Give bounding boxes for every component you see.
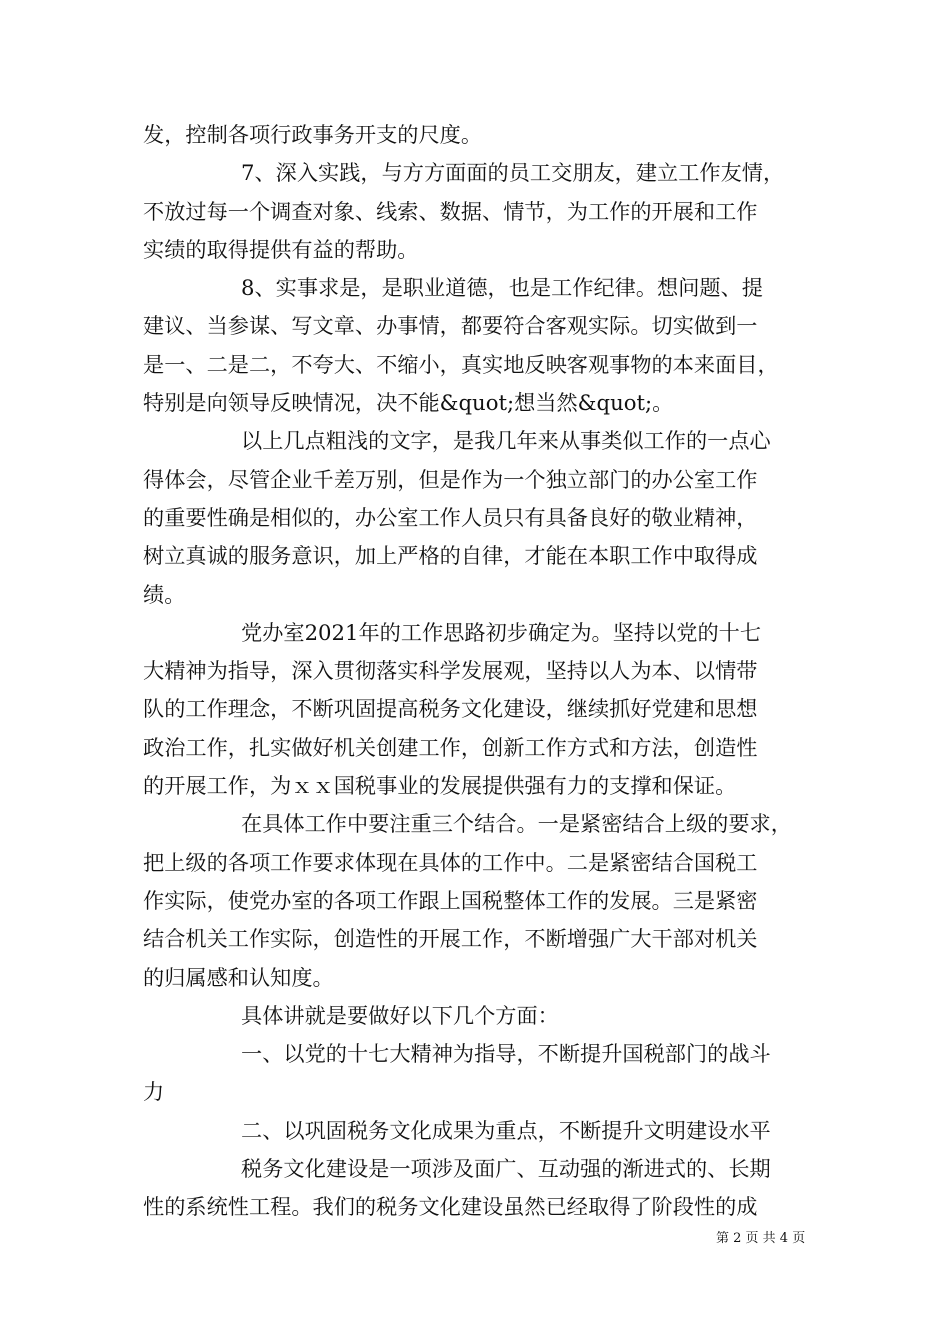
text-line: 作实际，使党办室的各项工作跟上国税整体工作的发展。三是紧密 bbox=[143, 887, 758, 913]
text-line: 具体讲就是要做好以下几个方面： bbox=[241, 1002, 559, 1028]
text-line: 的归属感和认知度。 bbox=[143, 964, 334, 990]
text-line: 性的系统性工程。我们的税务文化建设虽然已经取得了阶段性的成 bbox=[143, 1194, 758, 1220]
text-line: 力 bbox=[143, 1079, 165, 1105]
text-line: 树立真诚的服务意识，加上严格的自律，才能在本职工作中取得成 bbox=[143, 543, 758, 569]
text-line: 把上级的各项工作要求体现在具体的工作中。二是紧密结合国税工 bbox=[143, 849, 758, 875]
text-line: 是一、二是二，不夸大、不缩小，真实地反映客观事物的本来面目， bbox=[143, 351, 779, 377]
text-line: 一、以党的十七大精神为指导，不断提升国税部门的战斗 bbox=[241, 1041, 771, 1067]
text-line: 建议、当参谋、写文章、办事情，都要符合客观实际。切实做到一 bbox=[143, 313, 758, 339]
text-line: 实绩的取得提供有益的帮助。 bbox=[143, 236, 419, 262]
text-line: 不放过每一个调查对象、线索、数据、情节，为工作的开展和工作 bbox=[143, 198, 758, 224]
text-line: 税务文化建设是一项涉及面广、互动强的渐进式的、长期 bbox=[241, 1156, 771, 1182]
text-line: 党办室2021年的工作思路初步确定为。坚持以党的十七 bbox=[241, 619, 762, 645]
text-line: 7、深入实践，与方方面面的员工交朋友，建立工作友情， bbox=[241, 160, 785, 186]
text-line: 结合机关工作实际，创造性的开展工作，不断增强广大干部对机关 bbox=[143, 926, 758, 952]
text-line: 政治工作，扎实做好机关创建工作，创新工作方式和方法，创造性 bbox=[143, 734, 758, 760]
text-line: 以上几点粗浅的文字，是我几年来从事类似工作的一点心 bbox=[241, 428, 771, 454]
page-footer: 第 2 页 共 4 页 bbox=[716, 1231, 806, 1246]
text-line: 绩。 bbox=[143, 581, 186, 607]
body-text bbox=[143, 116, 808, 1227]
text-line: 发，控制各项行政事务开支的尺度。 bbox=[143, 122, 483, 147]
text-line: 在具体工作中要注重三个结合。一是紧密结合上级的要求， bbox=[241, 811, 792, 837]
text-line: 得体会，尽管企业千差万别，但是作为一个独立部门的办公室工作 bbox=[143, 466, 758, 492]
text-line: 8、实事求是，是职业道德，也是工作纪律。想问题、提 bbox=[241, 275, 763, 301]
text-line: 大精神为指导，深入贯彻落实科学发展观，坚持以人为本、以情带 bbox=[143, 658, 758, 684]
text-line: 的重要性确是相似的，办公室工作人员只有具备良好的敬业精神， bbox=[143, 504, 758, 530]
text-line: 二、以巩固税务文化成果为重点，不断提升文明建设水平 bbox=[241, 1117, 771, 1143]
text-line: 特别是向领导反映情况，决不能&quot;想当然&quot;。 bbox=[143, 390, 674, 416]
text-line: 的开展工作，为ｘｘ国税事业的发展提供强有力的支撑和保证。 bbox=[143, 773, 737, 799]
text-line: 队的工作理念，不断巩固提高税务文化建设，继续抓好党建和思想 bbox=[143, 696, 758, 722]
